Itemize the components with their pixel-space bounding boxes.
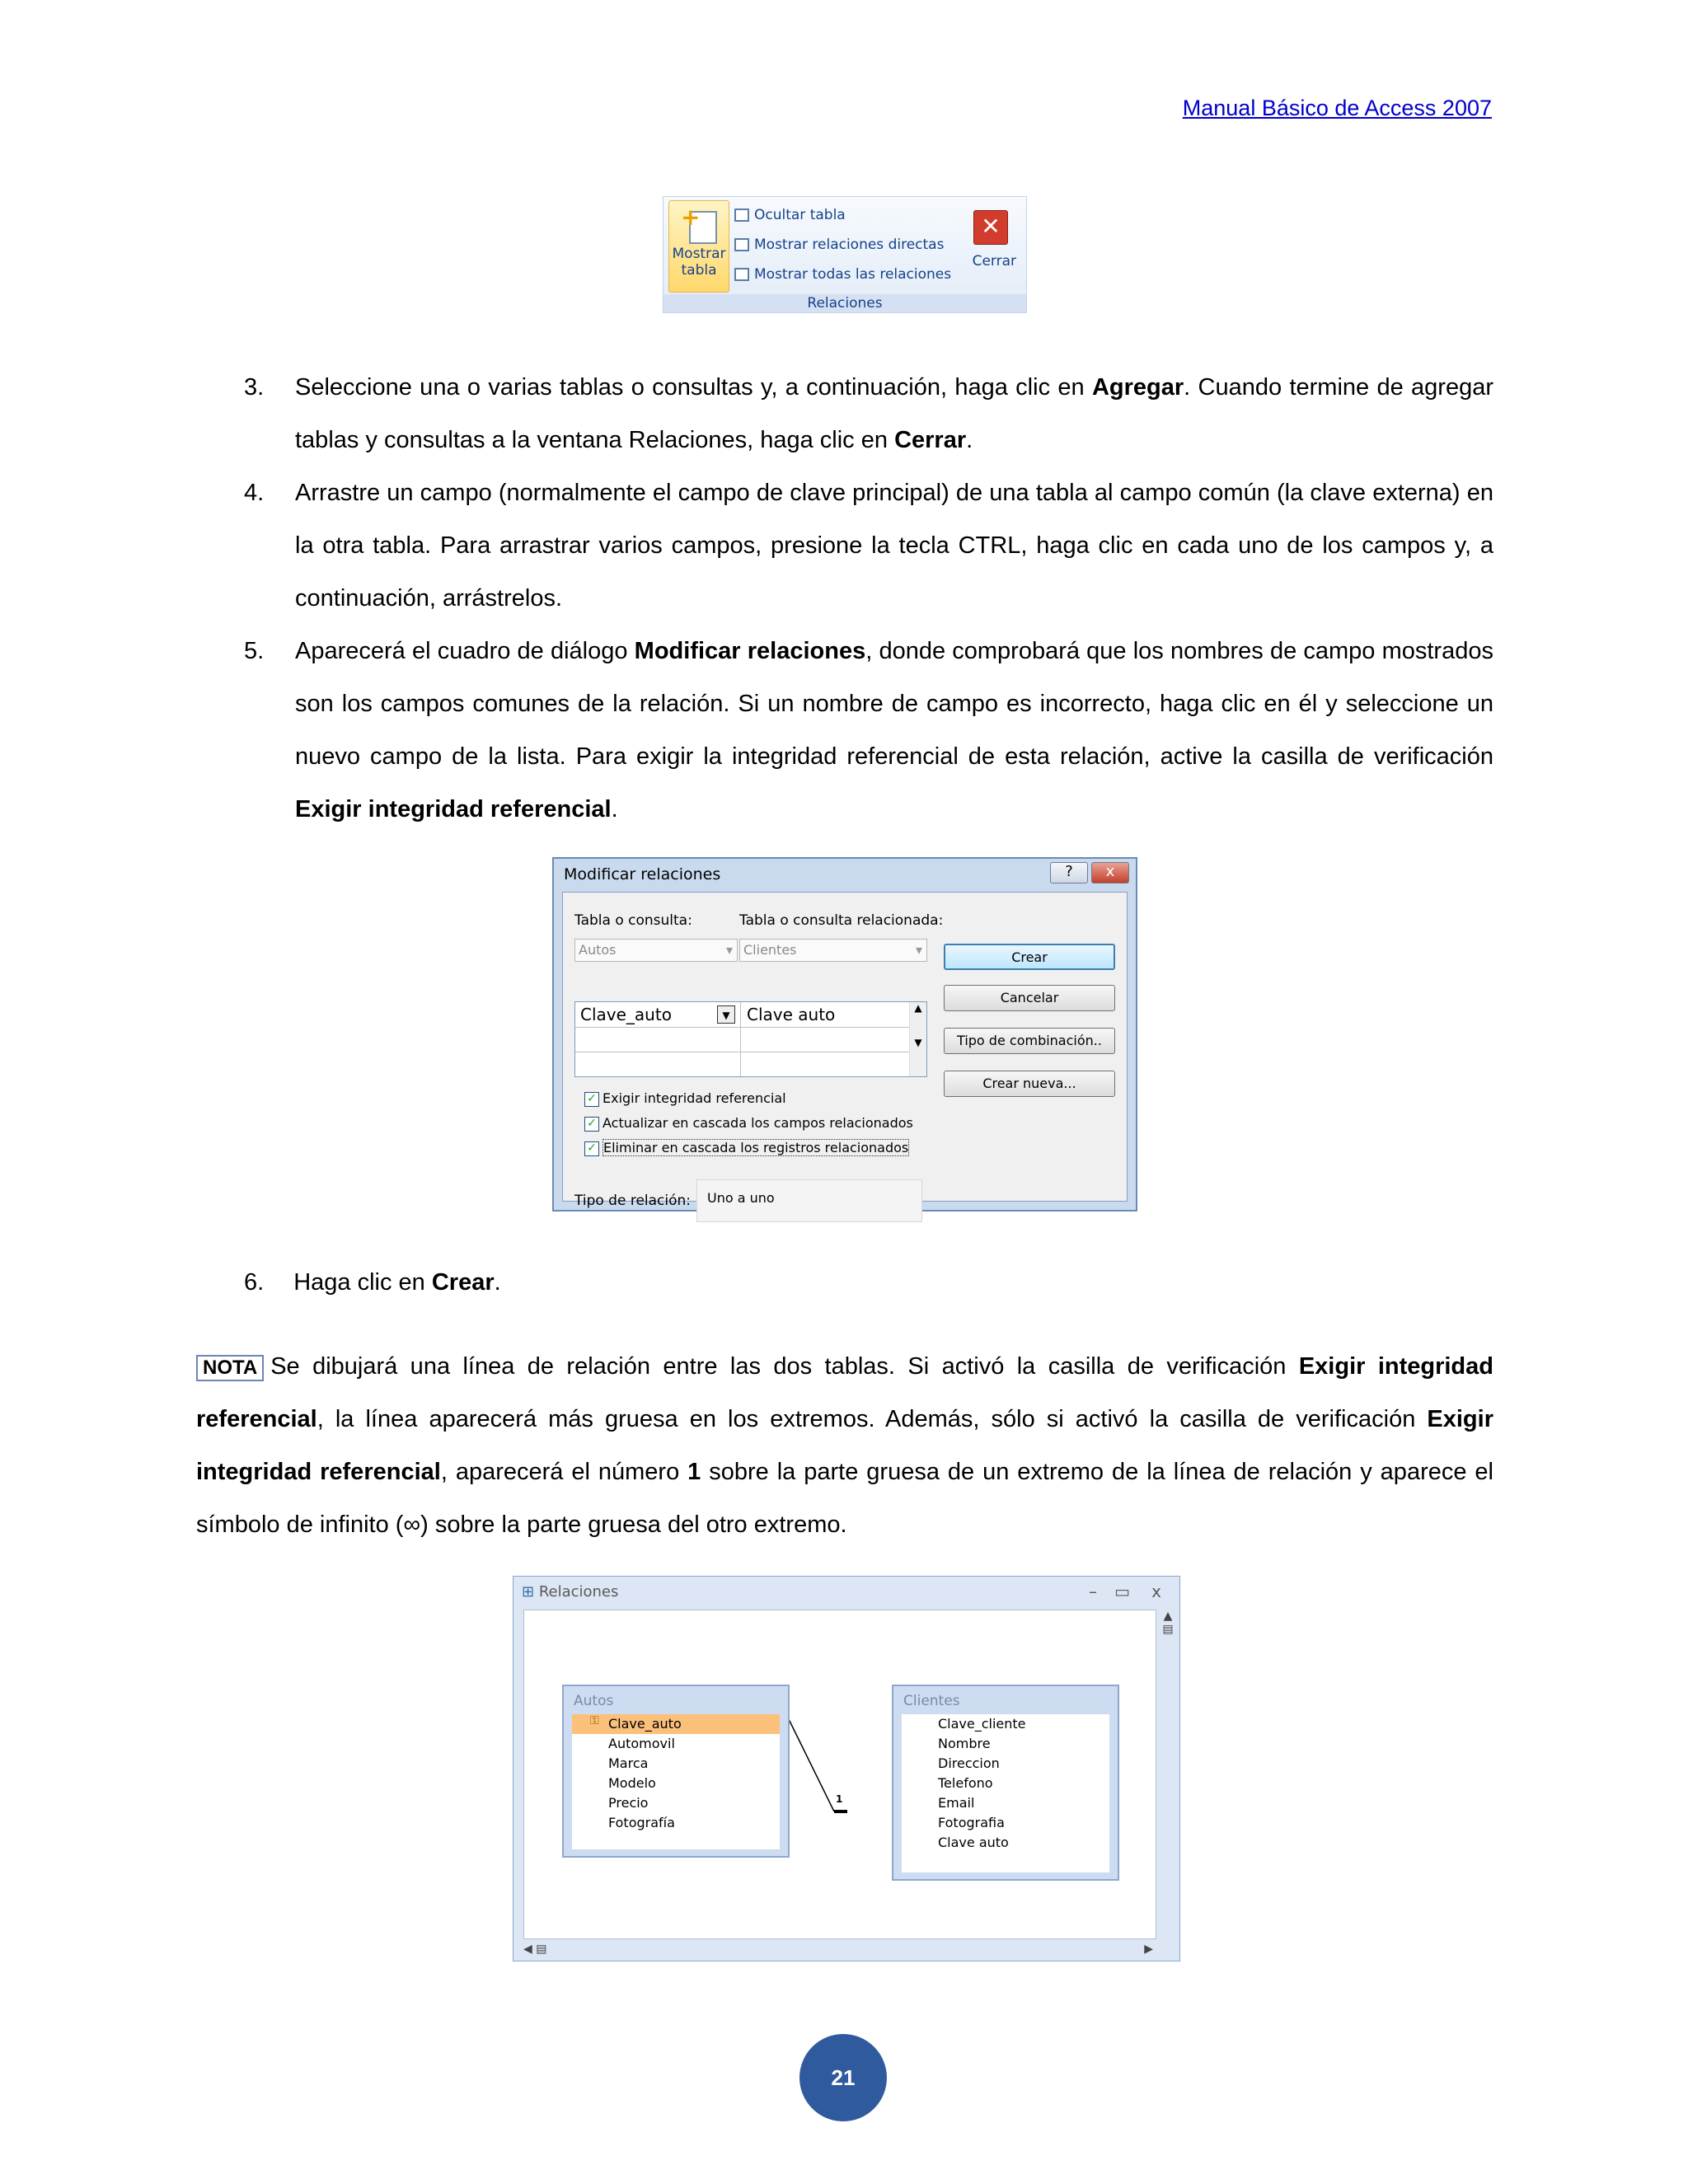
ribbon-group-label: Relaciones (663, 294, 1026, 312)
step-text: . (611, 796, 618, 823)
step-text: Haga clic en (293, 1269, 432, 1296)
step-3 (244, 361, 1493, 466)
note-bold: 1 (687, 1459, 701, 1485)
key-icon: ⚿ (590, 1714, 599, 1727)
list-item[interactable]: Clave auto (938, 1835, 1009, 1850)
check-icon: ✓ (584, 1092, 599, 1107)
checkbox-referential-integrity[interactable] (584, 1090, 786, 1107)
step-text: . (966, 427, 973, 453)
chevron-down-icon[interactable]: ▼ (717, 1005, 735, 1024)
vertical-scrollbar[interactable]: ▲ ▤ (1162, 1610, 1174, 1636)
checkbox-label: Eliminar en cascada los registros relacionados (603, 1140, 909, 1155)
edit-relationships-dialog (552, 857, 1137, 1212)
table-name: Clientes (903, 1693, 960, 1709)
note-paragraph (196, 1340, 1493, 1551)
grid-scrollbar[interactable]: ▲ ▼ (909, 1002, 926, 1076)
relationships-canvas (523, 1610, 1156, 1939)
checkbox-cascade-update[interactable] (584, 1115, 913, 1132)
list-item[interactable]: Email (938, 1795, 975, 1811)
horizontal-scrollbar[interactable]: ◀ ▤ ▶ (523, 1943, 1153, 1956)
show-table-label-1: Mostrar (672, 246, 726, 262)
direct-relations-button[interactable] (734, 237, 944, 253)
hide-table-icon (734, 209, 749, 222)
step-number: 5. (244, 638, 265, 664)
relationship-type-label: Tipo de relación: (574, 1193, 692, 1209)
list-item[interactable]: Marca (608, 1755, 649, 1771)
list-item[interactable]: Nombre (938, 1736, 991, 1751)
fields-grid (574, 1001, 927, 1077)
step-number: 4. (244, 480, 265, 506)
note-text: , aparecerá el número (440, 1459, 688, 1485)
relationships-window (513, 1576, 1180, 1961)
step-text: Arrastre un campo (normalmente el campo de clave principal) de una tabla al campo común (la clave externa) en la otra tabla. Para arrastrar varios campos, presione la tecla CTRL, haga clic en cada uno de los campos y, a continuación, arrástrelos. (295, 480, 1493, 612)
list-item[interactable]: Automovil (608, 1736, 675, 1751)
step-text: , donde comprobará que los nombres de campo mostrados son los campos comunes de la relación. Si un nombre de campo es incorrecto, haga clic en él y seleccione un nuevo campo de la lista. Para exigir la integridad referencial de esta relación, active la casilla de verificación (295, 638, 1493, 770)
minimize-icon[interactable]: – (1089, 1582, 1097, 1601)
field-list (902, 1714, 1109, 1872)
note-badge: NOTA (196, 1355, 264, 1381)
list-item[interactable]: Fotografia (938, 1815, 1005, 1830)
step-number: 6. (244, 1269, 265, 1296)
step-bold: Cerrar (894, 427, 967, 453)
step-bold: Modificar relaciones (634, 638, 866, 664)
checkbox-label: Actualizar en cascada los campos relacionados (603, 1115, 913, 1131)
cardinality-one-right: 1 (836, 1793, 843, 1805)
relationships-window-title (522, 1583, 618, 1601)
page-number: 21 (799, 2034, 887, 2121)
table-name: Autos (574, 1693, 614, 1709)
step-text: . Cuando termine de agregar tablas y consultas a la ventana Relaciones, haga clic en (295, 374, 1493, 453)
list-item[interactable]: Telefono (938, 1775, 993, 1791)
show-table-label-2: tabla (681, 262, 717, 279)
table-label: Tabla o consulta: (574, 912, 692, 929)
note-bold: Exigir integridad referencial (196, 1406, 1493, 1485)
step-6 (244, 1258, 501, 1307)
note-bold: Exigir integridad referencial (196, 1353, 1493, 1432)
table-autos[interactable] (562, 1685, 790, 1858)
note-text: Se dibujará una línea de relación entre las dos tablas. Si activó la casilla de verificación (270, 1353, 1299, 1380)
step-4 (244, 466, 1493, 625)
check-icon: ✓ (584, 1141, 599, 1156)
list-item[interactable]: Fotografía (608, 1815, 675, 1830)
step-bold: Crear (431, 1269, 495, 1296)
table-clientes[interactable] (892, 1685, 1119, 1881)
show-table-button[interactable] (668, 200, 729, 293)
step-bold: Exigir integridad referencial (295, 796, 612, 823)
grid-field-right[interactable]: Clave auto (747, 1005, 836, 1024)
list-item[interactable]: Direccion (938, 1755, 1000, 1771)
steps-list (244, 361, 1493, 836)
direct-relations-label: Mostrar relaciones directas (754, 237, 945, 253)
step-bold: Agregar (1091, 374, 1184, 401)
note-text: , la línea aparecerá más gruesa en los extremos. Además, sólo si activó la casilla de verificación (316, 1406, 1428, 1432)
show-table-icon: + (681, 206, 717, 242)
relationships-icon: ⊞ (522, 1583, 539, 1601)
related-table-combo[interactable]: Clientes ▾ (739, 939, 927, 962)
window-close-icon[interactable]: x (1151, 1582, 1161, 1601)
cancel-button[interactable]: Cancelar (944, 985, 1115, 1011)
step-text: Aparecerá el cuadro de diálogo (295, 638, 635, 664)
maximize-icon[interactable]: ▭ (1114, 1582, 1130, 1601)
ribbon-relations-group (663, 196, 1027, 313)
related-table-label: Tabla o consulta relacionada: (739, 912, 944, 929)
step-5 (244, 625, 1493, 836)
list-item[interactable]: Modelo (608, 1775, 656, 1791)
close-icon[interactable]: ✕ (973, 210, 1008, 245)
all-relations-icon (734, 268, 749, 281)
check-icon: ✓ (584, 1117, 599, 1132)
list-item[interactable]: Clave_cliente (938, 1716, 1026, 1732)
all-relations-label: Mostrar todas las relaciones (754, 266, 952, 283)
list-item[interactable]: Clave_auto (572, 1714, 780, 1734)
hide-table-label: Ocultar tabla (754, 207, 846, 223)
checkbox-label: Exigir integridad referencial (603, 1090, 786, 1106)
table-combo[interactable]: Autos ▾ (574, 939, 738, 962)
step-text: . (494, 1269, 501, 1296)
create-button[interactable]: Crear (944, 944, 1115, 970)
join-type-button[interactable]: Tipo de combinación.. (944, 1028, 1115, 1054)
checkbox-cascade-delete[interactable] (584, 1140, 909, 1156)
dialog-title: Modificar relaciones (564, 865, 721, 883)
step-text: Seleccione una o varias tablas o consultas y, a continuación, haga clic en (295, 374, 1092, 401)
manual-title-link[interactable]: Manual Básico de Access 2007 (1182, 96, 1492, 120)
hide-table-button[interactable] (734, 207, 846, 223)
list-item[interactable]: Precio (608, 1795, 649, 1811)
all-relations-button[interactable] (734, 266, 951, 283)
dialog-body (562, 892, 1128, 1209)
note-text: sobre la parte gruesa de un extremo de la línea de relación y aparece el símbolo de infinito (∞) sobre la parte gruesa del otro extremo. (196, 1459, 1493, 1538)
direct-relations-icon (734, 238, 749, 251)
create-new-button[interactable]: Crear nueva... (944, 1071, 1115, 1097)
grid-field-left[interactable]: Clave_auto (580, 1005, 672, 1024)
relationships-title-text: Relaciones (538, 1583, 619, 1601)
dialog-close-icon[interactable]: x (1091, 862, 1129, 883)
close-label: Cerrar (972, 253, 1016, 269)
field-list (572, 1714, 780, 1849)
help-icon[interactable]: ? (1050, 862, 1088, 883)
relationship-type-value: Uno a uno (696, 1179, 922, 1222)
step-number: 3. (244, 374, 265, 401)
